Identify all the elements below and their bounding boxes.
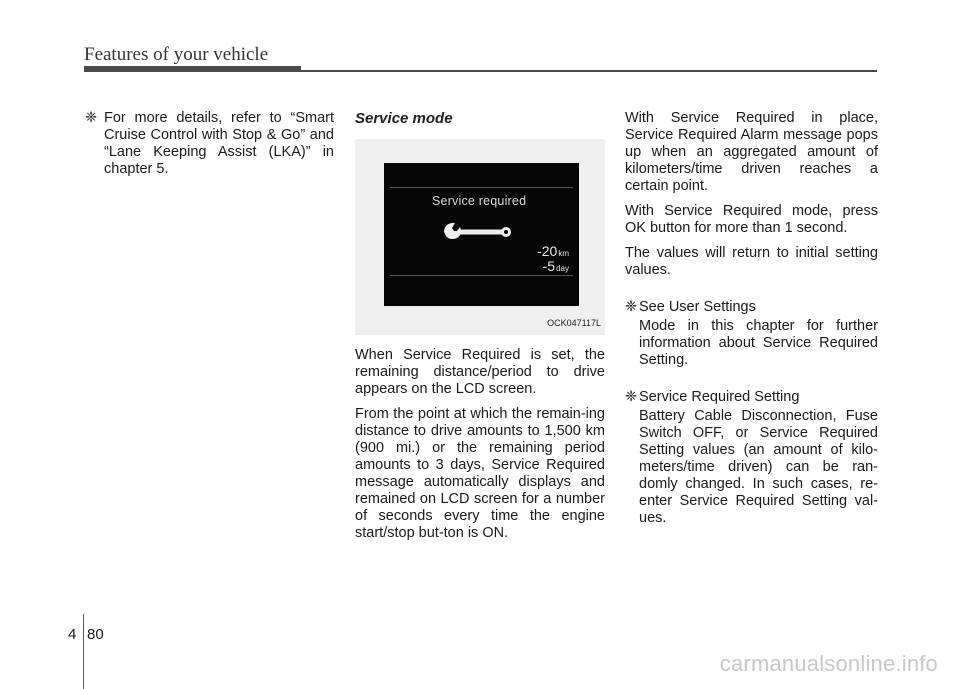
- note-text: For more details, refer to “Smart Cruise Control with Stop & Go” and “Lane Keeping Assist (LKA)” in chapter 5.: [104, 110, 334, 177]
- note-smart-cruise: [84, 110, 334, 178]
- figure-caption: OCK047117L: [547, 318, 601, 328]
- note-head-text: Service Required Setting: [639, 389, 800, 405]
- wrench-icon: [442, 219, 514, 245]
- paragraph-press-ok: With Service Required mode, press OK button for more than 1 second.: [625, 203, 878, 236]
- service-required-figure: [355, 139, 605, 335]
- header-rule-thin: [301, 70, 877, 72]
- note-service-setting-body: Battery Cable Disconnection, Fuse Switch OFF, or Service Required Setting values (an amount of kilo-meters/time driven) can be ran-domly changed. In such cases, re-enter Service Required Setting val-ues.: [639, 408, 878, 526]
- lcd-distance-unit: km: [558, 249, 569, 258]
- watermark: carmanualsonline.info: [719, 651, 938, 676]
- note-mark-icon: ❈: [85, 110, 98, 126]
- note-mark-icon: ❈: [625, 389, 638, 405]
- note-head-text: See User Settings: [639, 299, 756, 315]
- paragraph-alarm-message: With Service Required in place, Service Required Alarm message pops up when an aggregated amount of kilometers/time driven reaches a certain point.: [625, 110, 878, 194]
- column-1: [84, 110, 334, 186]
- lcd-divider-top: [390, 187, 573, 188]
- note-service-setting-head: [625, 389, 878, 406]
- footer-page-number: 80: [87, 626, 104, 643]
- footer-chapter-number: 4: [68, 626, 77, 643]
- paragraph-reset-values: The values will return to initial setting values.: [625, 245, 878, 278]
- footer-divider: [83, 614, 84, 689]
- lcd-screen: [384, 163, 579, 306]
- column-2: [355, 110, 605, 550]
- section-title-service-mode: Service mode: [355, 110, 453, 127]
- note-user-settings-head: [625, 299, 878, 316]
- header-rule-thick: [84, 66, 301, 72]
- paragraph-service-set: When Service Required is set, the remaining distance/period to drive appears on the LCD screen.: [355, 347, 605, 397]
- lcd-days-value: -5: [542, 258, 556, 274]
- note-user-settings-body: Mode in this chapter for further information about Service Required Setting.: [639, 318, 878, 368]
- column-3: [625, 110, 878, 527]
- lcd-divider-bottom: [390, 275, 573, 276]
- note-mark-icon: ❈: [625, 299, 638, 315]
- page-header-title: Features of your vehicle: [84, 44, 269, 65]
- paragraph-service-threshold: From the point at which the remain-ing distance to drive amounts to 1,500 km (900 mi.) or the remaining period amounts to 3 days, Service Required message automatically displays and remained on LCD screen for a number of seconds every time the engine start/stop but-ton is ON.: [355, 406, 605, 541]
- lcd-distance-value: -20: [537, 243, 558, 259]
- lcd-title: Service required: [432, 194, 527, 208]
- lcd-days-unit: day: [556, 264, 569, 273]
